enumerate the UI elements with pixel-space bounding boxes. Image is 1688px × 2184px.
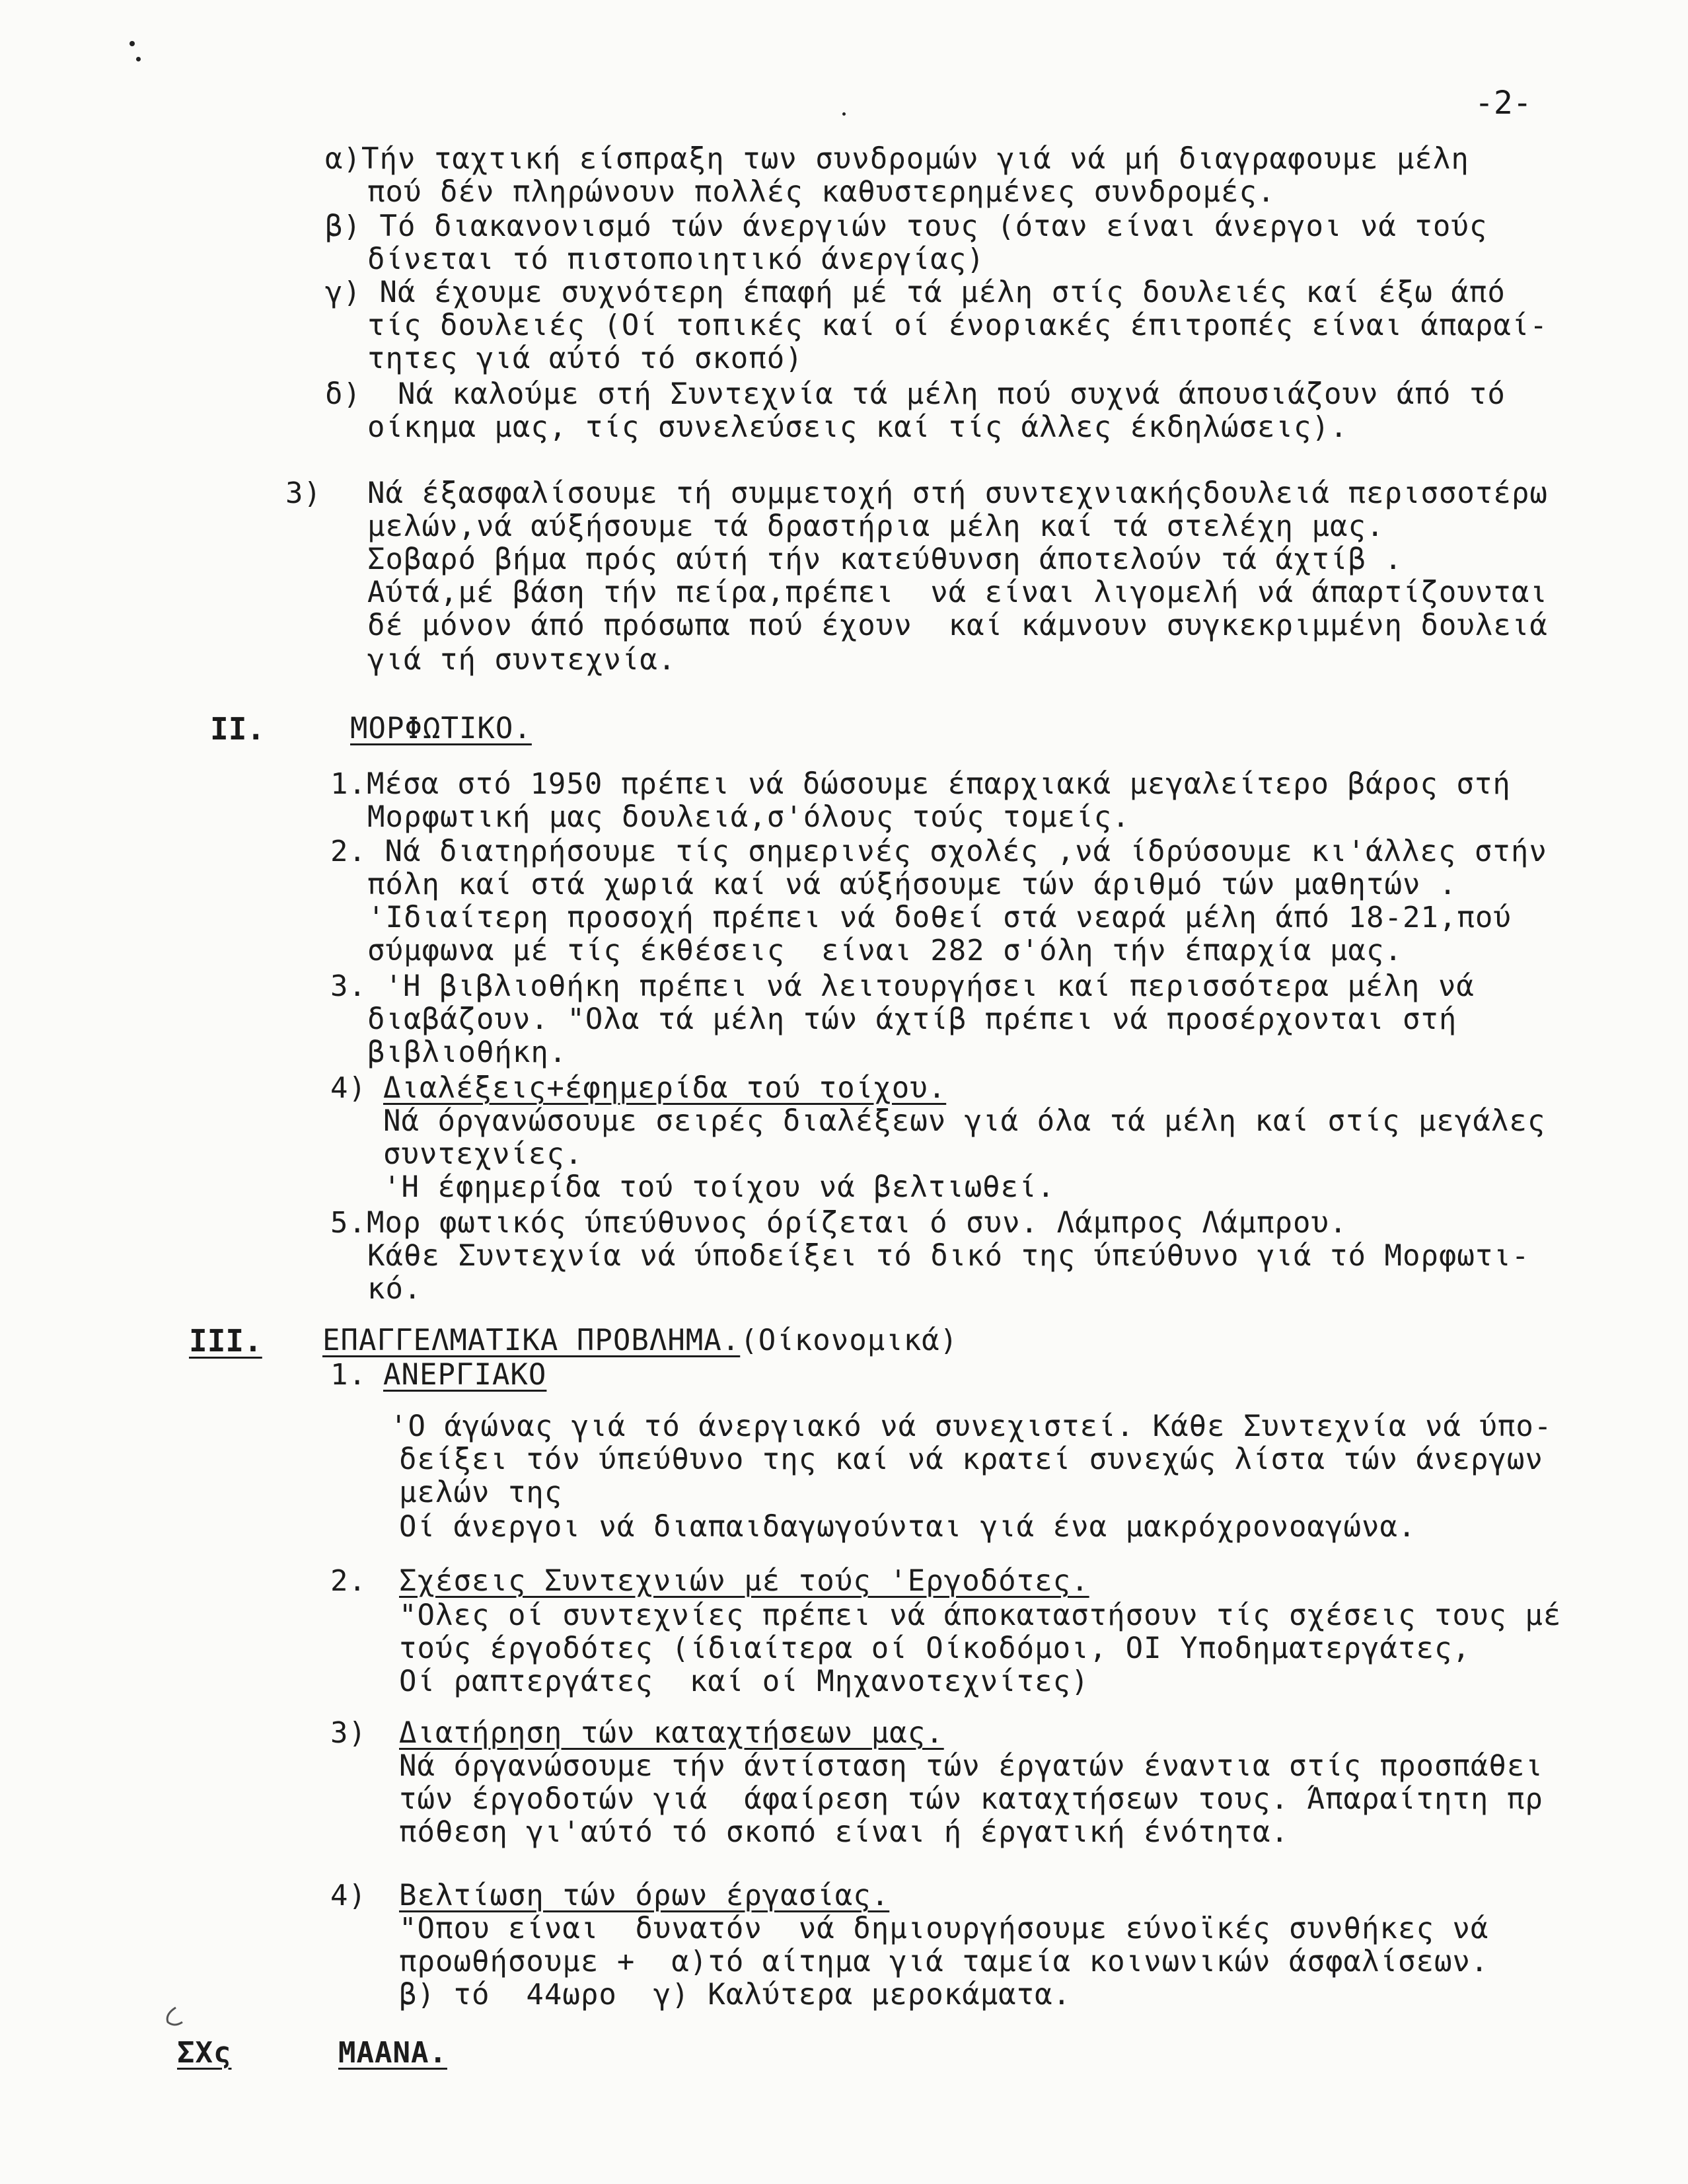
sec3-sub4-line1: "Οπου είναι δυνατόν νά δημιουργήσουμε εύνοϊκές συνθήκες νά [399,1912,1489,1945]
para3-line5: δέ μόνον άπό πρόσωπα πού έχουν καί κάμνουν συγκεκριμμένη δουλειά [367,609,1548,642]
sec2-item3-line1: 3. 'Η βιβλιοθήκη πρέπει νά λειτουργήσει καί περισσότερα μέλη νά [330,969,1475,1003]
ink-speck [136,57,141,61]
sec3-sub1-line1: 'Ο άγώνας γιά τό άνεργιακό νά συνεχιστεί. Κάθε Συντεχνία νά ύπο- [390,1410,1553,1443]
sec3-sub2-title: Σχέσεις Συντεχνιών μέ τούς 'Εργοδότες. [399,1564,1089,1598]
section-3-title: ΕΠΑΓΓΕΛΜΑΤΙΚΑ ΠΡΟΒΛΗΜΑ. [322,1324,741,1357]
section-2-numeral: II. [210,711,266,747]
para3-line3: Σοβαρό βήμα πρός αύτή τήν κατεύθυνση άποτελούν τά άχτίβ . [367,543,1403,576]
sec3-sub4-line3: β) τό 44ωρο γ) Καλύτερα μεροκάματα. [399,1978,1072,2012]
sec3-sub2-number: 2. [330,1564,367,1598]
sec3-sub4-title: Βελτίωση τών όρων έργασίας. [399,1879,890,1912]
sec2-item4-line3: 'Η έφημερίδα τού τοίχου νά βελτιωθεί. [383,1170,1056,1204]
section-3-numeral: III. [189,1323,262,1359]
sec2-item4-line2: συντεχνίες. [383,1137,583,1171]
item-b-line1: β) Τό διακανονισμό τών άνεργιών τους (όταν είναι άνεργοι νά τούς [325,209,1488,243]
sec3-sub3-line1: Νά όργανώσουμε τήν άντίσταση τών έργατών έναντια στίς προσπάθει [399,1749,1543,1783]
page-number: -2- [1475,85,1532,122]
sec3-sub2-line1: "Ολες οί συντεχνίες πρέπει νά άποκαταστήσουν τίς σχέσεις τους μέ [399,1599,1562,1632]
sec3-sub1-line2: δείξει τόν ύπεύθυνο της καί νά κρατεί συνεχώς λίστα τών άνεργων [399,1443,1543,1476]
sec3-sub3-line3: πόθεση γι'αύτό τό σκοπό είναι ή έργατική ένότητα. [399,1815,1290,1849]
sec3-sub3-line2: τών έργοδοτών γιά άφαίρεση τών καταχτήσεων τους. Άπαραίτητη πρ [399,1782,1543,1816]
sec3-sub3-title: Διατήρηση τών καταχτήσεων μας. [399,1716,944,1750]
sec3-sub1-line3: μελών της [399,1476,563,1509]
section-3-heading [322,1323,958,1359]
item-g-line1: γ) Νά έχουμε συχνότερη έπαφή μέ τά μέλη στίς δουλειές καί έξω άπό [325,276,1506,309]
sec3-sub2-line3: Οί ραπτεργάτες καί οί Μηχανοτεχνίτες) [399,1665,1089,1698]
sec2-item5-line3: κό. [367,1272,422,1306]
section-3-title-paren: (Οίκονομικά) [740,1324,959,1357]
sec2-item1-line1: 1.Μέσα στό 1950 πρέπει νά δώσουμε έπαρχιακά μεγαλείτερο βάρος στή [330,767,1511,801]
footer-initials-left: ΣΧς [177,2036,232,2070]
sec2-item4-number: 4) [330,1071,367,1105]
item-a-line1: α)Τήν ταχτική είσπραξη των συνδρομών γιά νά μή διαγραφουμε μέλη [325,142,1469,176]
sec2-item2-line2: πόλη καί στά χωριά καί νά αύξήσουμε τών άριθμό τών μαθητών . [367,868,1457,901]
para3-line6: γιά τή συντεχνία. [367,643,677,677]
ink-speck [129,41,135,46]
para3-number: 3) [285,476,322,510]
item-g-line3: τητες γιά αύτό τό σκοπό) [367,342,803,375]
sec2-item5-line1: 5.Μορ φωτικός ύπεύθυνος όρίζεται ό συν. Λάμπρος Λάμπρου. [330,1206,1348,1240]
item-a-line2: πού δέν πληρώνουν πολλές καθυστερημένες συνδρομές. [367,175,1276,209]
sec2-item2-line1: 2. Νά διατηρήσουμε τίς σημερινές σχολές ,νά ίδρύσουμε κι'άλλες στήν [330,835,1547,868]
section-2-title: ΜΟΡΦΩΤΙΚΟ. [350,712,532,745]
sec2-item3-line2: διαβάζουν. "Ολα τά μέλη τών άχτίβ πρέπει νά προσέρχονται στή [367,1002,1457,1036]
sec3-sub3-number: 3) [330,1716,367,1750]
sec2-item1-line2: Μορφωτική μας δουλειά,σ'όλους τούς τομείς. [367,800,1130,834]
sec3-sub4-line2: προωθήσουμε + α)τό αίτημα γιά ταμεία κοινωνικών άσφαλίσεων. [399,1945,1489,1978]
item-g-line2: τίς δουλειές (Οί τοπικές καί οί ένοριακές έπιτροπές είναι άπαραί- [367,309,1548,342]
para3-line2: μελών,νά αύξήσουμε τά δραστήρια μέλη καί τά στελέχη μας. [367,509,1385,543]
sec2-item2-line3: 'Ιδιαίτερη προσοχή πρέπει νά δοθεί στά νεαρά μέλη άπό 18-21,πού [367,901,1512,934]
sec2-item4-line1: Νά όργανώσουμε σειρές διαλέξεων γιά όλα τά μέλη καί στίς μεγάλες [383,1104,1546,1138]
sec2-item5-line2: Κάθε Συντεχνία νά ύποδείξει τό δικό της ύπεύθυνο γιά τό Μορφωτι- [367,1239,1530,1273]
sec3-sub4-number: 4) [330,1879,367,1912]
item-b-line2: δίνεται τό πιστοποιητικό άνεργίας) [367,243,985,276]
item-d-line2: οίκημα μας, τίς συνελεύσεις καί τίς άλλες έκδηλώσεις). [367,410,1348,444]
sec2-item2-line4: σύμφωνα μέ τίς έκθέσεις είναι 282 σ'όλη τήν έπαρχία μας. [367,934,1403,967]
sec3-sub2-line2: τούς έργοδότες (ίδιαίτερα οί Οίκοδόμοι, ΟΙ Υποδηματεργάτες, [399,1632,1471,1665]
sec2-item4-title: Διαλέξεις+έφημερίδα τού τοίχου. [383,1071,947,1105]
ink-speck [842,112,846,116]
para3-line4: Αύτά,μέ βάση τήν πείρα,πρέπει νά είναι λιγομελή νά άπαρτίζουνται [367,576,1548,609]
footer-initials-right: ΜΑΑΝΑ. [338,2036,447,2070]
sec3-sub1-number: 1. [330,1358,367,1392]
handwritten-mark [156,2002,189,2035]
sec3-sub1-title: ΑΝΕΡΓΙΑΚΟ [383,1358,547,1392]
para3-line1: Νά έξασφαλίσουμε τή συμμετοχή στή συντεχνιακήςδουλειά περισσοτέρω [367,476,1548,510]
item-d-line1: δ) Νά καλούμε στή Συντεχνία τά μέλη πού συχνά άπουσιάζουν άπό τό [325,377,1506,411]
sec3-sub1-line4: Οί άνεργοι νά διαπαιδαγωγούνται γιά ένα μακρόχρονοαγώνα. [399,1510,1416,1544]
sec2-item3-line3: βιβλιοθήκη. [367,1036,568,1069]
